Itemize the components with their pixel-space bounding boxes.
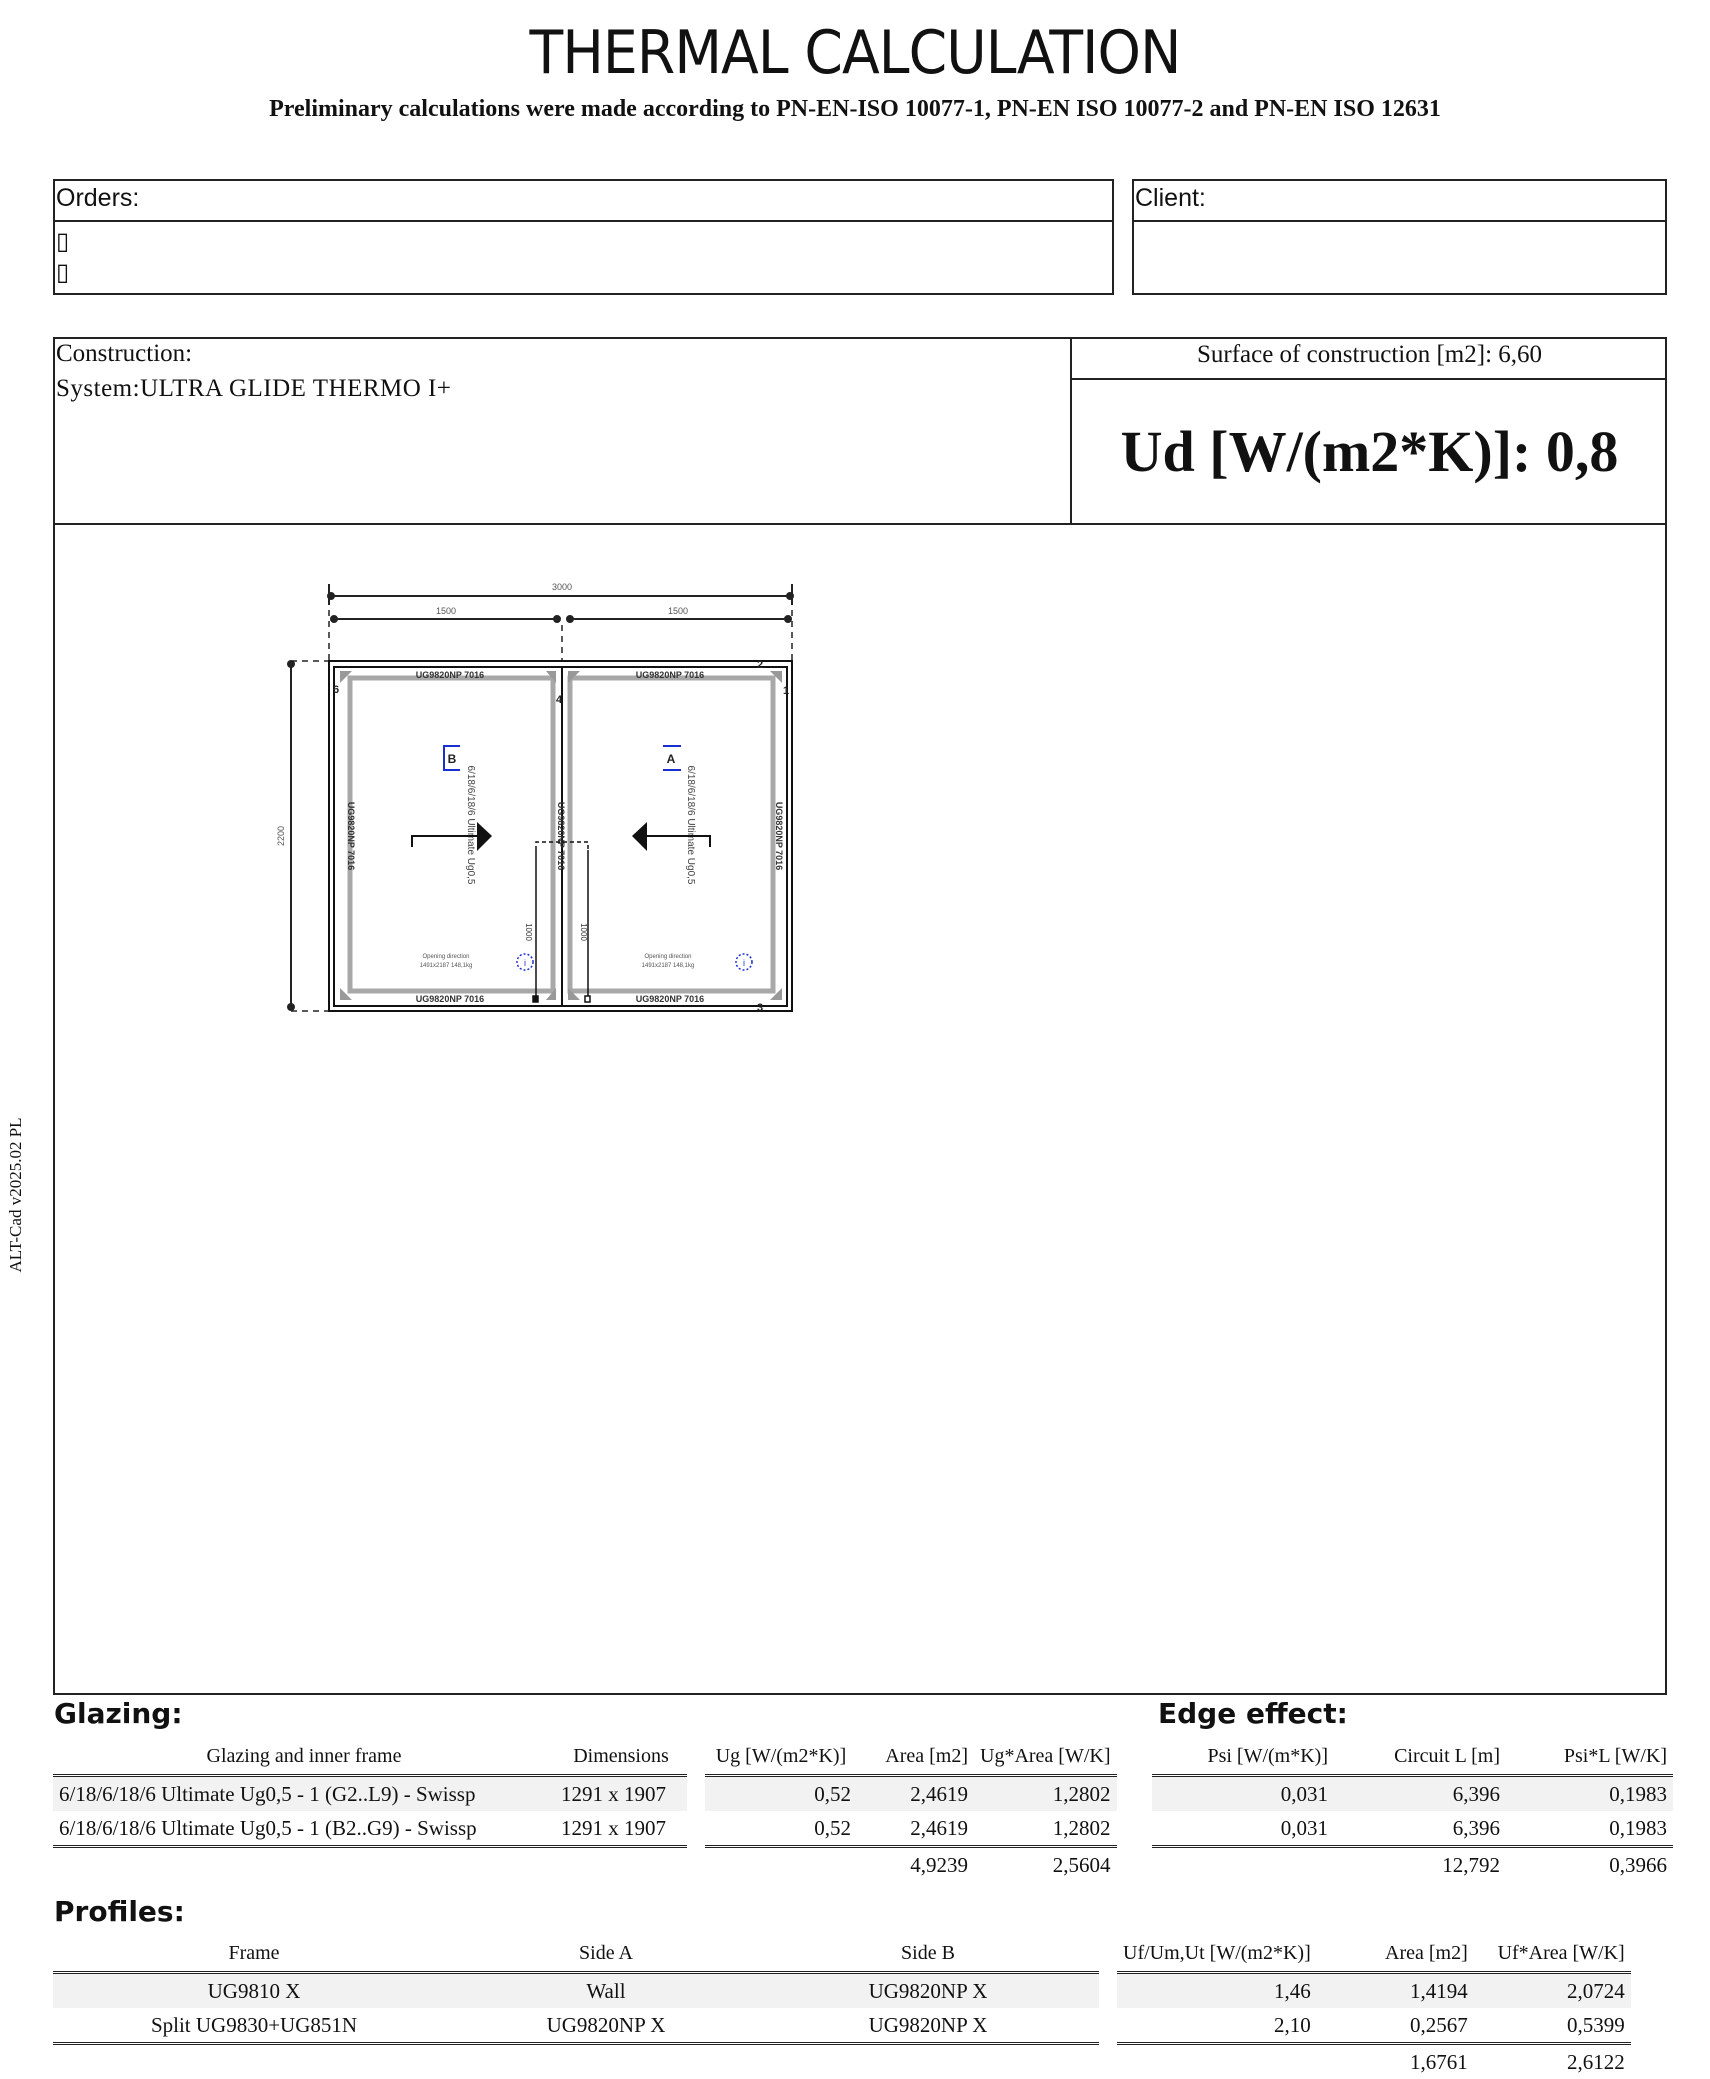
edge-totals-row	[1152, 1847, 1673, 1883]
col-ug: Ug [W/(m2*K)]	[705, 1738, 857, 1776]
order-line-2: ▯	[56, 260, 70, 286]
profile-uf: 1,46	[1117, 1973, 1317, 2009]
col-circuit: Circuit L [m]	[1334, 1738, 1506, 1776]
col-frame: Frame	[53, 1935, 455, 1973]
glazing-name: 6/18/6/18/6 Ultimate Ug0,5 - 1 (G2..L9) - Swissp	[53, 1776, 555, 1812]
table-row	[1152, 1811, 1673, 1847]
profiles-total-area: 1,6761	[1409, 2049, 1468, 2074]
slide-arrow-right-icon	[412, 822, 492, 851]
col-psi: Psi [W/(m*K)]	[1152, 1738, 1334, 1776]
corner-number-6: 6	[333, 684, 340, 696]
dim-handle-left: 1000	[524, 923, 533, 941]
edge-psi: 0,031	[1152, 1776, 1334, 1812]
profile-frame: Split UG9830+UG851N	[53, 2008, 455, 2044]
profiles-header-row	[53, 1935, 1631, 1973]
glazing-dimensions: 1291 x 1907	[555, 1811, 687, 1847]
dim-height: 2200	[276, 825, 286, 847]
profile-side-b: UG9820NP X	[757, 1973, 1099, 2009]
sash-info-left: 1491x2187 148,1kg	[419, 963, 473, 969]
surface-of-construction: Surface of construction [m2]: 6,60	[1196, 341, 1543, 368]
table-row	[53, 1811, 1117, 1847]
svg-text:A: A	[666, 752, 676, 766]
col-uf: Uf/Um,Ut [W/(m2*K)]	[1117, 1935, 1317, 1973]
glazing-header-row	[53, 1738, 1117, 1776]
col-uf-area: Uf*Area [W/K]	[1474, 1935, 1631, 1973]
col-glazing: Glazing and inner frame	[53, 1738, 555, 1776]
dim-total-width: 3000	[551, 582, 573, 592]
profile-area: 0,2567	[1317, 2008, 1474, 2044]
glazing-area: 2,4619	[857, 1811, 974, 1847]
table-row	[1152, 1776, 1673, 1812]
table-row	[53, 1776, 1117, 1812]
edge-psi-l: 0,1983	[1506, 1776, 1673, 1812]
client-box	[1132, 179, 1667, 295]
profiles-table	[53, 1935, 1631, 2079]
profile-frame: UG9810 X	[53, 1973, 455, 2009]
glazing-table	[53, 1738, 1117, 1882]
svg-text:B: B	[447, 752, 457, 766]
edge-effect-table	[1152, 1738, 1673, 1882]
col-ug-area: Ug*Area [W/K]	[974, 1738, 1117, 1776]
dimension-lines	[288, 584, 793, 1010]
glazing-dimensions: 1291 x 1907	[555, 1776, 687, 1812]
sash-info-right: 1491x2187 148,1kg	[641, 963, 695, 969]
edge-circuit: 6,396	[1334, 1811, 1506, 1847]
profile-label-top-right: UG9820NP 7016	[635, 670, 705, 680]
profile-label-bottom-right: UG9820NP 7016	[635, 994, 705, 1004]
corner-number-1: 1	[783, 685, 790, 697]
sash-marker-a	[663, 746, 681, 770]
profile-area: 1,4194	[1317, 1973, 1474, 2009]
software-version-label: ALT-Cad v2025.02 PL	[6, 1117, 25, 1273]
profile-uf: 2,10	[1117, 2008, 1317, 2044]
glazing-area: 2,4619	[857, 1776, 974, 1812]
page-subtitle: Preliminary calculations were made according to PN-EN-ISO 10077-1, PN-EN ISO 10077-2 and PN-EN ISO 12631	[269, 96, 1441, 122]
glazing-ug: 0,52	[705, 1776, 857, 1812]
col-area: Area [m2]	[857, 1738, 974, 1776]
profile-label-mid-left: UG9820NP 7016	[556, 801, 566, 871]
glazing-ug-area: 1,2802	[974, 1776, 1117, 1812]
orders-divider	[53, 220, 1114, 222]
profiles-title: Profiles:	[54, 1895, 185, 1928]
glazing-title: Glazing:	[54, 1697, 183, 1730]
construction-label: Construction:	[56, 340, 193, 367]
glazing-ug-area: 1,2802	[974, 1811, 1117, 1847]
dim-handle-right: 1000	[579, 923, 588, 941]
col-side-b: Side B	[757, 1935, 1099, 1973]
edge-psi: 0,031	[1152, 1811, 1334, 1847]
profile-label-right: UG9820NP 7016	[774, 801, 784, 871]
col-side-a: Side A	[455, 1935, 757, 1973]
profile-side-a: UG9820NP X	[455, 2008, 757, 2044]
edge-total-circuit: 12,792	[1442, 1852, 1500, 1877]
corner-number-2: 2	[757, 659, 764, 671]
profile-side-a: Wall	[455, 1973, 757, 2009]
client-divider	[1132, 220, 1667, 222]
order-line-1: ▯	[56, 229, 70, 255]
dim-left-width: 1500	[435, 606, 457, 616]
ud-value: Ud [W/(m2*K)]: 0,8	[1120, 419, 1619, 484]
orders-box	[53, 179, 1114, 295]
profile-label-top-left: UG9820NP 7016	[415, 670, 485, 680]
profiles-total-uf-area: 2,6122	[1566, 2049, 1625, 2074]
page-title: THERMAL CALCULATION	[529, 18, 1181, 88]
col-profile-area: Area [m2]	[1317, 1935, 1474, 1973]
profile-label-bottom-left: UG9820NP 7016	[415, 994, 485, 1004]
glazing-ug: 0,52	[705, 1811, 857, 1847]
dim-right-width: 1500	[667, 606, 689, 616]
window-drawing	[270, 570, 810, 1020]
glazing-total-ug-area: 2,5604	[1052, 1852, 1111, 1877]
profile-uf-area: 2,0724	[1474, 1973, 1631, 2009]
glazing-total-area: 4,9239	[910, 1852, 968, 1877]
info-icon-glyph: i	[524, 958, 526, 968]
orders-label: Orders:	[56, 184, 140, 212]
slide-arrow-left-icon	[632, 822, 710, 851]
profile-uf-area: 0,5399	[1474, 2008, 1631, 2044]
edge-effect-title: Edge effect:	[1158, 1697, 1348, 1730]
construction-system: System:ULTRA GLIDE THERMO I+	[56, 375, 452, 402]
glazing-name: 6/18/6/18/6 Ultimate Ug0,5 - 1 (B2..G9) - Swissp	[53, 1811, 555, 1847]
opening-direction-right: Opening direction	[644, 954, 692, 960]
glazing-label-left: 6/18/6/18/6 Ultimate Ug0,5	[465, 765, 476, 885]
opening-direction-left: Opening direction	[422, 954, 470, 960]
edge-circuit: 6,396	[1334, 1776, 1506, 1812]
construction-bottom-divider	[53, 523, 1667, 525]
table-row	[53, 1973, 1631, 2009]
corner-number-4: 4	[556, 694, 563, 706]
edge-header-row	[1152, 1738, 1673, 1776]
corner-number-3: 3	[757, 1002, 764, 1014]
glazing-label-right: 6/18/6/18/6 Ultimate Ug0,5	[685, 765, 696, 885]
table-row	[53, 2008, 1631, 2044]
profile-side-b: UG9820NP X	[757, 2008, 1099, 2044]
profile-label-left: UG9820NP 7016	[346, 801, 356, 871]
surface-divider	[1070, 378, 1667, 380]
col-dimensions: Dimensions	[555, 1738, 687, 1776]
edge-psi-l: 0,1983	[1506, 1811, 1673, 1847]
col-psi-l: Psi*L [W/K]	[1506, 1738, 1673, 1776]
sash-marker-b	[444, 746, 460, 770]
client-label: Client:	[1135, 184, 1206, 212]
edge-total-psi-l: 0,3966	[1609, 1852, 1667, 1877]
profiles-totals-row	[53, 2044, 1631, 2079]
glazing-totals-row	[53, 1847, 1117, 1883]
info-icon-glyph: i	[743, 958, 745, 968]
